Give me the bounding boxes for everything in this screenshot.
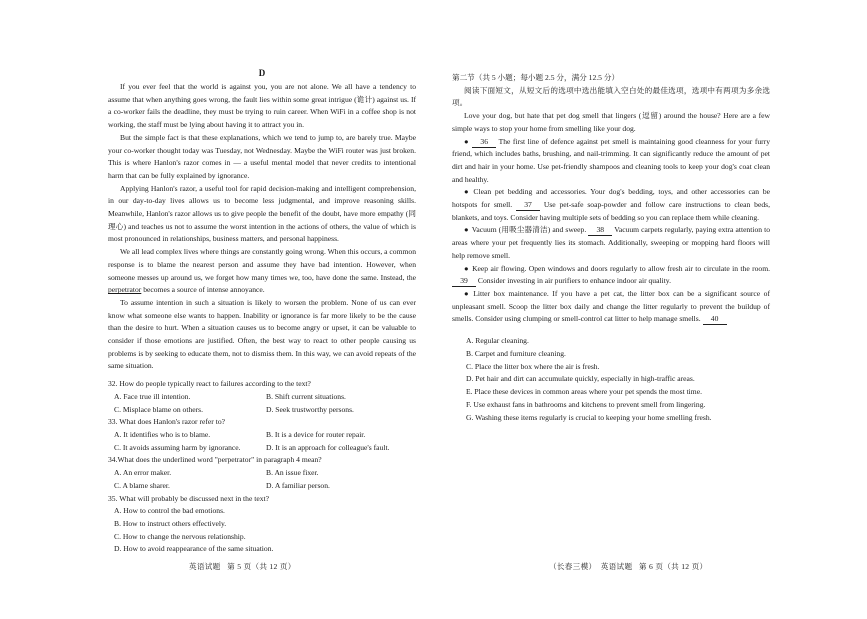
option-d: D. How to avoid reappearance of the same situation. (114, 544, 274, 554)
choice-a: A. Regular cleaning. (466, 336, 529, 346)
option-a: A. It identifies who is to blame. (114, 429, 211, 439)
option-c: C. How to change the nervous relationship. (114, 531, 246, 541)
option-c: C. Misplace blame on others. (114, 404, 203, 414)
section-instructions: 阅读下面短文，从短文后的选项中选出能填入空白处的最佳选项，选项中有两项为多余选项。 (452, 85, 770, 108)
question-32 (108, 378, 416, 416)
choice-c: C. Place the litter box where the air is fresh. (466, 361, 600, 371)
options (108, 429, 416, 454)
question-34 (108, 454, 416, 492)
bullet-icon: ● (464, 225, 469, 235)
page-6 (452, 0, 770, 619)
cloze-item-36: ● 36 The first line of defence against pet smell is maintaining good cleanness for your furry friend, which includes baths, brushing, and nail-trimming. It can significantly reduce the amount of pet dirt and hair in your home. Use pet-friendly shampoos and cleaning tools to keep your dog's coat clean and healthy. (452, 136, 771, 184)
blank-40[interactable]: 40 (703, 314, 727, 325)
cloze-item-40: ● Litter box maintenance. If you have a pet cat, the litter box can be a significant source of unpleasant smell. Scoop the litter box daily and change the litter regularly to prevent the buildup of smells. Consider using clumping or smell-control cat litter to help manage smells. 40 (452, 288, 770, 324)
question-33 (108, 416, 416, 454)
option-b: B. How to instruct others effectively. (114, 518, 227, 528)
option-b: B. Shift current situations. (266, 391, 346, 401)
blank-36[interactable]: 36 (472, 137, 496, 148)
passage-paragraph-1: If you ever feel that the world is against you, you are not alone. We all have a tendency to assume that when anything goes wrong, the fault lies within some great intrigue (诡计) against us. If a co-worker fails the deadline, they must be trying to ruin career. When WiFi in a coffee shop is not working, the staff must be lying about having it to attract you in. (108, 82, 416, 130)
choice-d: D. Pet hair and dirt can accumulate quickly, especially in high-traffic areas. (466, 374, 695, 384)
blank-38[interactable]: 38 (588, 225, 612, 236)
option-b: B. An issue fixer. (266, 468, 319, 478)
passage-title: D (258, 68, 266, 78)
bullet-icon: ● (464, 187, 471, 197)
blank-39[interactable]: 39 (452, 276, 476, 287)
options (108, 467, 416, 492)
options (108, 505, 416, 556)
question-stem: 32. How do people typically react to failures according to the text? (108, 379, 311, 389)
bullet-icon: ● (464, 288, 471, 298)
option-b: B. It is a device for router repair. (266, 429, 366, 439)
option-a: A. How to control the bad emotions. (114, 506, 225, 516)
blank-37[interactable]: 37 (516, 200, 540, 211)
choice-g: G. Washing these items regularly is crucial to keeping your home smelling fresh. (466, 412, 712, 422)
question-35 (108, 493, 416, 557)
cloze-item-37: ● Clean pet bedding and accessories. Your dog's bedding, toys, and other accessories can be hotspots for smell. 37 Use pet-safe soap-powder and follow care instructions to clean beds, blankets, and toys. Consider having multiple sets of bedding so you can replace them while cleaning. (452, 187, 770, 222)
underlined-word: perpetrator (108, 285, 142, 295)
option-d: D. A familiar person. (266, 480, 330, 490)
option-d: D. Seek trustworthy persons. (266, 404, 354, 414)
page-footer-left: 英语试题 第 5 页（共 12 页） (189, 562, 296, 571)
question-stem: 33. What does Hanlon's razor refer to? (108, 417, 225, 427)
option-a: A. An error maker. (114, 468, 172, 478)
cloze-intro: Love your dog, but hate that pet dog smell that lingers (逗留) around the house? Here are a few simple ways to stop your home from smelling like your dog. (452, 111, 770, 133)
page-5 (108, 0, 416, 619)
option-a: A. Face true ill intention. (114, 391, 191, 401)
option-c: C. A blame sharer. (114, 480, 170, 490)
passage-paragraph-2: But the simple fact is that these explanations, which we tend to jump to, are barely true. Maybe your co-worker thought today was Tuesday, not Wednesday. Maybe the WiFi router was just broken. This is where Hanlon's razor comes in — a useful mental model that never credits to intentional harm that can be fully explained by ignorance. (108, 132, 416, 180)
bullet-icon: ● (464, 136, 470, 146)
question-stem: 35. What will probably be discussed next in the text? (108, 493, 269, 503)
cloze-item-38: ● Vacuum (用吸尘器清洁) and sweep. 38 Vacuum carpets regularly, paying extra attention to areas where your pet frequently lies its stomach. Additionally, sweeping or mopping hard floors will help remove smell. (452, 225, 770, 260)
question-stem: 34.What does the underlined word "perpetrator" in paragraph 4 mean? (108, 455, 322, 465)
passage-paragraph-4: We all lead complex lives where things are constantly going wrong. When this occurs, a common response is to blame the nearest person and assume they have bad intention. However, when someone messes up around us, we forget how many times we, too, have done the same. Instead, the perpetrator becomes a source of intense annoyance. (108, 247, 416, 295)
choice-f: F. Use exhaust fans in bathrooms and kitchens to prevent smell from lingering. (466, 400, 706, 410)
passage-paragraph-3: Applying Hanlon's razor, a useful tool for rapid decision-making and intelligent comprehension, in our day-to-day lives allows us to become less judgmental, and improve reasoning skills. Meanwhile, Hanlon's razor allows us to give people the benefit of the doubt, have more empathy (同理心) and teaches us not to assume the worst intention in the actions of others, the value of which is most pronounced in relationships, business matters, and personal happiness. (108, 183, 416, 244)
page-footer-right: （长春三模） 英语试题 第 6 页（共 12 页） (549, 562, 708, 571)
options (108, 391, 416, 416)
choice-b: B. Carpet and furniture cleaning. (466, 348, 566, 358)
answer-choices (452, 335, 770, 425)
cloze-item-39: ● Keep air flowing. Open windows and doors regularly to allow fresh air to circulate in the room. 39 Consider investing in air purifiers to enhance indoor air quality. (452, 263, 770, 288)
passage-paragraph-5: To assume intention in such a situation is likely to worsen the problem. None of us can ever know what someone else wants to happen. Inability or ignorance is far more likely to be the cause than the desire to hurt. When a situation causes us to become angry or upset, it can be valuable to consider if those emotions are justified. Often, the best way to react to other people causing us problems is by seeking to educate them, not to dismiss them. In this way, we can avoid repeats of the same situation. (108, 297, 416, 371)
choice-e: E. Place these devices in common areas where your pet spends the most time. (466, 387, 702, 397)
section-heading: 第二节（共 5 小题；每小题 2.5 分，满分 12.5 分） (452, 73, 620, 82)
bullet-icon: ● (464, 263, 470, 273)
option-c: C. It avoids assuming harm by ignorance. (114, 442, 241, 452)
option-d: D. It is an approach for colleague's fault. (266, 442, 390, 452)
